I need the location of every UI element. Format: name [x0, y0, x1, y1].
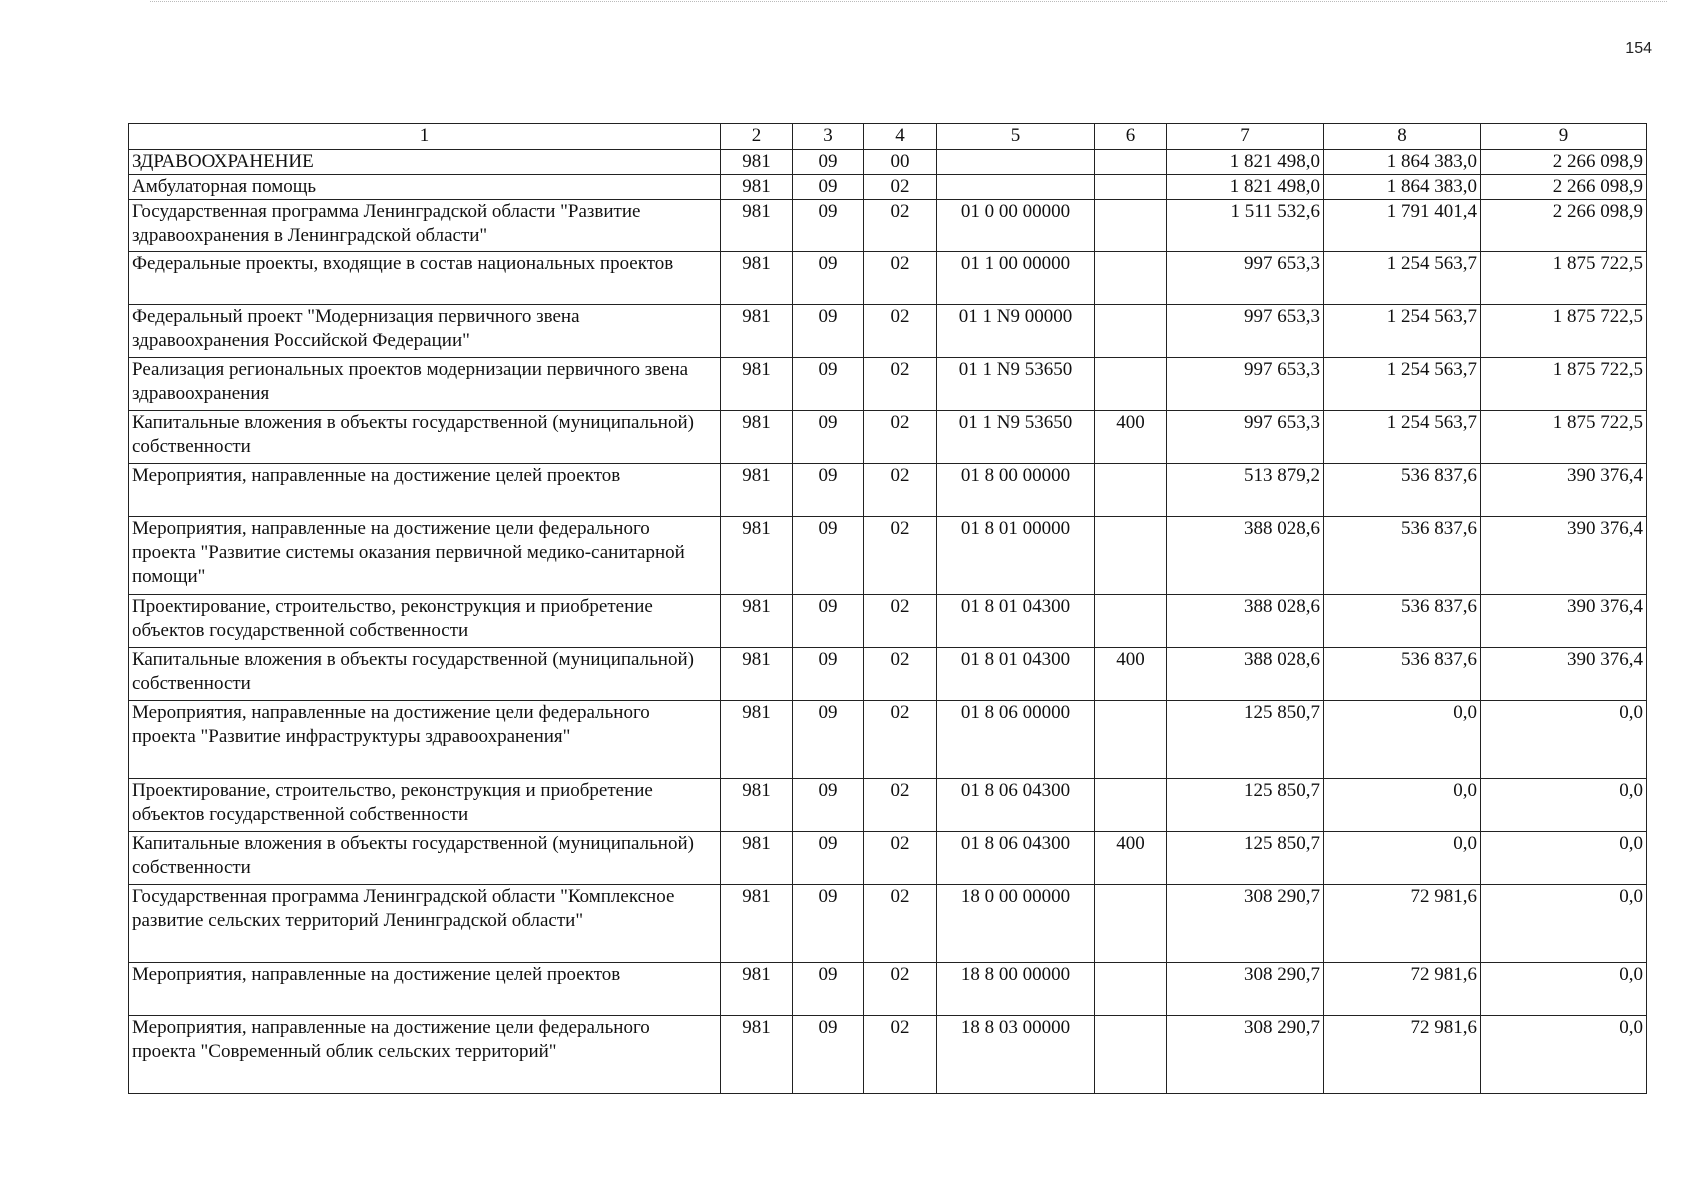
expense-type-code [1095, 701, 1167, 779]
amount-col7: 125 850,7 [1167, 701, 1324, 779]
ministry-code: 981 [721, 648, 793, 701]
subsection-code: 02 [864, 464, 937, 517]
amount-col8: 1 254 563,7 [1324, 358, 1481, 411]
section-code: 09 [793, 150, 864, 175]
table-row [129, 963, 1647, 1016]
amount-col7: 308 290,7 [1167, 963, 1324, 1016]
amount-col7: 513 879,2 [1167, 464, 1324, 517]
table-row [129, 175, 1647, 200]
section-code: 09 [793, 411, 864, 464]
ministry-code: 981 [721, 595, 793, 648]
amount-col7: 308 290,7 [1167, 885, 1324, 963]
expense-type-code [1095, 200, 1167, 252]
row-name: Мероприятия, направленные на достижение целей проектов [129, 963, 721, 1016]
amount-col9: 390 376,4 [1481, 464, 1647, 517]
expense-type-code [1095, 963, 1167, 1016]
table-row [129, 150, 1647, 175]
row-name: Мероприятия, направленные на достижение целей проектов [129, 464, 721, 517]
subsection-code: 02 [864, 517, 937, 595]
amount-col7: 997 653,3 [1167, 411, 1324, 464]
amount-col8: 536 837,6 [1324, 517, 1481, 595]
expense-type-code [1095, 358, 1167, 411]
amount-col8: 72 981,6 [1324, 885, 1481, 963]
column-header: 8 [1324, 124, 1481, 150]
expense-type-code [1095, 885, 1167, 963]
amount-col8: 1 254 563,7 [1324, 411, 1481, 464]
section-code: 09 [793, 595, 864, 648]
row-name: ЗДРАВООХРАНЕНИЕ [129, 150, 721, 175]
amount-col9: 1 875 722,5 [1481, 358, 1647, 411]
section-code: 09 [793, 701, 864, 779]
section-code: 09 [793, 779, 864, 832]
amount-col7: 125 850,7 [1167, 779, 1324, 832]
section-code: 09 [793, 832, 864, 885]
subsection-code: 02 [864, 648, 937, 701]
row-name: Капитальные вложения в объекты государственной (муниципальной) собственности [129, 648, 721, 701]
amount-col9: 0,0 [1481, 701, 1647, 779]
subsection-code: 02 [864, 595, 937, 648]
subsection-code: 02 [864, 701, 937, 779]
section-code: 09 [793, 252, 864, 305]
amount-col9: 0,0 [1481, 885, 1647, 963]
table-row [129, 595, 1647, 648]
subsection-code: 02 [864, 832, 937, 885]
ministry-code: 981 [721, 885, 793, 963]
amount-col9: 0,0 [1481, 963, 1647, 1016]
expense-type-code [1095, 464, 1167, 517]
row-name: Капитальные вложения в объекты государственной (муниципальной) собственности [129, 832, 721, 885]
section-code: 09 [793, 885, 864, 963]
column-header: 5 [937, 124, 1095, 150]
amount-col9: 390 376,4 [1481, 648, 1647, 701]
subsection-code: 02 [864, 779, 937, 832]
row-name: Мероприятия, направленные на достижение цели федерального проекта "Развитие системы оказания первичной медико-санитарной помощи" [129, 517, 721, 595]
expense-type-code [1095, 779, 1167, 832]
page-number: 154 [1625, 40, 1652, 57]
amount-col7: 125 850,7 [1167, 832, 1324, 885]
budget-table [128, 123, 1647, 1094]
amount-col8: 72 981,6 [1324, 1016, 1481, 1094]
subsection-code: 00 [864, 150, 937, 175]
amount-col8: 0,0 [1324, 779, 1481, 832]
amount-col7: 997 653,3 [1167, 252, 1324, 305]
target-article-code: 01 1 00 00000 [937, 252, 1095, 305]
expense-type-code [1095, 150, 1167, 175]
amount-col8: 1 864 383,0 [1324, 175, 1481, 200]
amount-col7: 1 511 532,6 [1167, 200, 1324, 252]
ministry-code: 981 [721, 305, 793, 358]
expense-type-code [1095, 252, 1167, 305]
column-header: 9 [1481, 124, 1647, 150]
row-name: Федеральный проект "Модернизация первичного звена здравоохранения Российской Федерации" [129, 305, 721, 358]
section-code: 09 [793, 358, 864, 411]
row-name: Проектирование, строительство, реконструкция и приобретение объектов государственной собственности [129, 779, 721, 832]
subsection-code: 02 [864, 252, 937, 305]
row-name: Государственная программа Ленинградской области "Комплексное развитие сельских территорий Ленинградской области" [129, 885, 721, 963]
amount-col7: 388 028,6 [1167, 517, 1324, 595]
amount-col9: 1 875 722,5 [1481, 305, 1647, 358]
amount-col8: 0,0 [1324, 701, 1481, 779]
target-article-code: 01 8 06 00000 [937, 701, 1095, 779]
section-code: 09 [793, 175, 864, 200]
ministry-code: 981 [721, 200, 793, 252]
row-name: Реализация региональных проектов модернизации первичного звена здравоохранения [129, 358, 721, 411]
expense-type-code: 400 [1095, 648, 1167, 701]
subsection-code: 02 [864, 175, 937, 200]
amount-col8: 1 864 383,0 [1324, 150, 1481, 175]
table-row [129, 701, 1647, 779]
amount-col7: 1 821 498,0 [1167, 150, 1324, 175]
row-name: Амбулаторная помощь [129, 175, 721, 200]
amount-col9: 2 266 098,9 [1481, 150, 1647, 175]
ministry-code: 981 [721, 358, 793, 411]
ministry-code: 981 [721, 779, 793, 832]
amount-col9: 390 376,4 [1481, 517, 1647, 595]
ministry-code: 981 [721, 464, 793, 517]
target-article-code: 18 8 03 00000 [937, 1016, 1095, 1094]
table-row [129, 885, 1647, 963]
amount-col9: 2 266 098,9 [1481, 200, 1647, 252]
amount-col9: 390 376,4 [1481, 595, 1647, 648]
target-article-code: 01 8 01 04300 [937, 595, 1095, 648]
header-row [129, 124, 1647, 150]
row-name: Мероприятия, направленные на достижение цели федерального проекта "Современный облик сельских территорий" [129, 1016, 721, 1094]
target-article-code: 01 1 N9 00000 [937, 305, 1095, 358]
amount-col7: 388 028,6 [1167, 595, 1324, 648]
table-row [129, 411, 1647, 464]
table-row [129, 1016, 1647, 1094]
target-article-code [937, 175, 1095, 200]
amount-col8: 1 254 563,7 [1324, 252, 1481, 305]
target-article-code: 01 1 N9 53650 [937, 358, 1095, 411]
target-article-code: 01 8 01 04300 [937, 648, 1095, 701]
amount-col8: 536 837,6 [1324, 464, 1481, 517]
ministry-code: 981 [721, 252, 793, 305]
section-code: 09 [793, 200, 864, 252]
amount-col9: 0,0 [1481, 832, 1647, 885]
section-code: 09 [793, 648, 864, 701]
target-article-code: 01 0 00 00000 [937, 200, 1095, 252]
scan-edge-line [150, 1, 1667, 2]
amount-col9: 0,0 [1481, 779, 1647, 832]
table-row [129, 648, 1647, 701]
column-header: 1 [129, 124, 721, 150]
table-row [129, 464, 1647, 517]
amount-col8: 1 254 563,7 [1324, 305, 1481, 358]
target-article-code: 18 0 00 00000 [937, 885, 1095, 963]
column-header: 3 [793, 124, 864, 150]
table-row [129, 358, 1647, 411]
ministry-code: 981 [721, 150, 793, 175]
target-article-code: 01 8 06 04300 [937, 832, 1095, 885]
amount-col7: 997 653,3 [1167, 305, 1324, 358]
amount-col8: 72 981,6 [1324, 963, 1481, 1016]
section-code: 09 [793, 464, 864, 517]
amount-col9: 1 875 722,5 [1481, 411, 1647, 464]
target-article-code: 01 1 N9 53650 [937, 411, 1095, 464]
table-row [129, 252, 1647, 305]
amount-col7: 1 821 498,0 [1167, 175, 1324, 200]
amount-col7: 997 653,3 [1167, 358, 1324, 411]
table-row [129, 305, 1647, 358]
ministry-code: 981 [721, 517, 793, 595]
section-code: 09 [793, 1016, 864, 1094]
column-header: 7 [1167, 124, 1324, 150]
amount-col8: 0,0 [1324, 832, 1481, 885]
target-article-code: 18 8 00 00000 [937, 963, 1095, 1016]
section-code: 09 [793, 517, 864, 595]
column-header: 4 [864, 124, 937, 150]
amount-col9: 1 875 722,5 [1481, 252, 1647, 305]
row-name: Проектирование, строительство, реконструкция и приобретение объектов государственной собственности [129, 595, 721, 648]
subsection-code: 02 [864, 305, 937, 358]
amount-col9: 2 266 098,9 [1481, 175, 1647, 200]
subsection-code: 02 [864, 885, 937, 963]
row-name: Мероприятия, направленные на достижение цели федерального проекта "Развитие инфраструктуры здравоохранения" [129, 701, 721, 779]
row-name: Государственная программа Ленинградской области "Развитие здравоохранения в Ленинградской области" [129, 200, 721, 252]
row-name: Федеральные проекты, входящие в состав национальных проектов [129, 252, 721, 305]
amount-col8: 1 791 401,4 [1324, 200, 1481, 252]
subsection-code: 02 [864, 358, 937, 411]
subsection-code: 02 [864, 411, 937, 464]
target-article-code: 01 8 00 00000 [937, 464, 1095, 517]
subsection-code: 02 [864, 1016, 937, 1094]
ministry-code: 981 [721, 963, 793, 1016]
column-header: 2 [721, 124, 793, 150]
row-name: Капитальные вложения в объекты государственной (муниципальной) собственности [129, 411, 721, 464]
subsection-code: 02 [864, 963, 937, 1016]
expense-type-code [1095, 175, 1167, 200]
ministry-code: 981 [721, 832, 793, 885]
column-header: 6 [1095, 124, 1167, 150]
amount-col9: 0,0 [1481, 1016, 1647, 1094]
amount-col7: 388 028,6 [1167, 648, 1324, 701]
ministry-code: 981 [721, 701, 793, 779]
subsection-code: 02 [864, 200, 937, 252]
expense-type-code: 400 [1095, 411, 1167, 464]
section-code: 09 [793, 963, 864, 1016]
ministry-code: 981 [721, 411, 793, 464]
table-row [129, 517, 1647, 595]
target-article-code: 01 8 01 00000 [937, 517, 1095, 595]
table-row [129, 832, 1647, 885]
ministry-code: 981 [721, 1016, 793, 1094]
amount-col7: 308 290,7 [1167, 1016, 1324, 1094]
expense-type-code [1095, 1016, 1167, 1094]
expense-type-code [1095, 595, 1167, 648]
expense-type-code [1095, 517, 1167, 595]
table-row [129, 779, 1647, 832]
target-article-code: 01 8 06 04300 [937, 779, 1095, 832]
target-article-code [937, 150, 1095, 175]
amount-col8: 536 837,6 [1324, 648, 1481, 701]
ministry-code: 981 [721, 175, 793, 200]
expense-type-code [1095, 305, 1167, 358]
table-row [129, 200, 1647, 252]
expense-type-code: 400 [1095, 832, 1167, 885]
amount-col8: 536 837,6 [1324, 595, 1481, 648]
section-code: 09 [793, 305, 864, 358]
